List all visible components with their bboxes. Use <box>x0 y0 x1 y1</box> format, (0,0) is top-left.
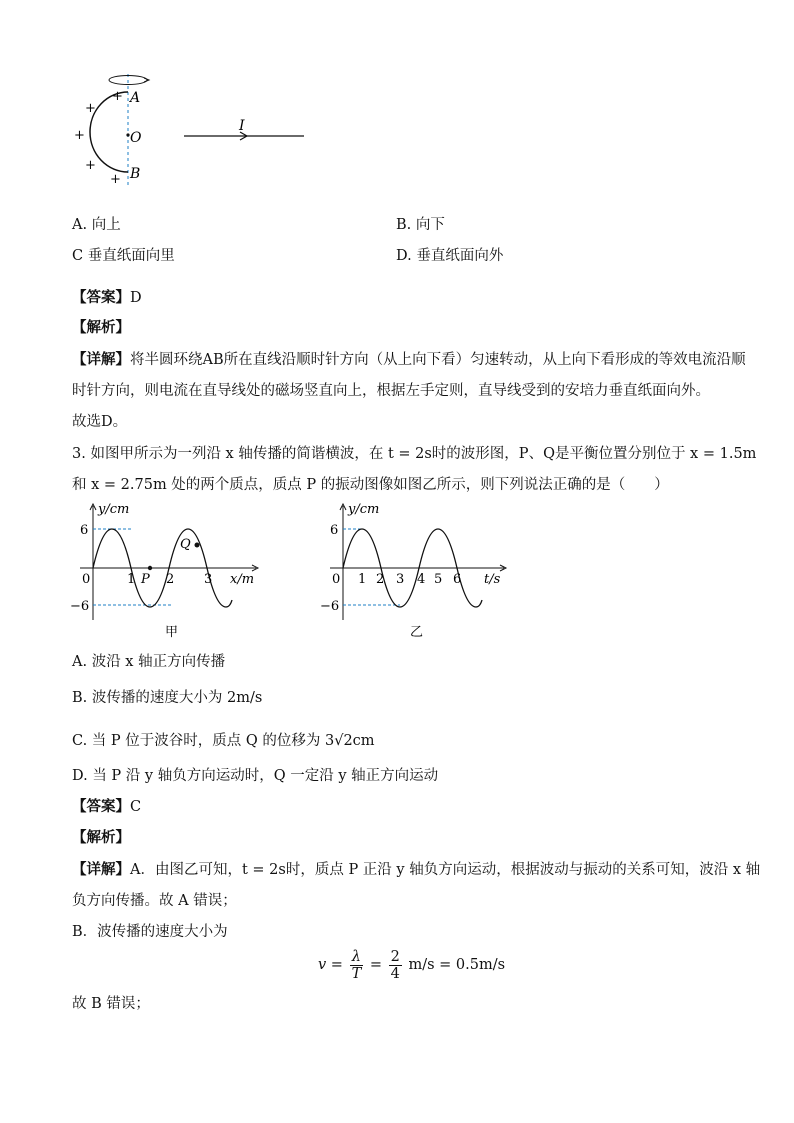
jia-tick-y-6: 6 <box>80 523 89 538</box>
semicircle-figure <box>60 70 320 190</box>
plus-sign: + <box>74 128 85 143</box>
label-O: O <box>130 130 142 146</box>
option-c: C 垂直纸面向里 <box>72 248 175 264</box>
jia-tick-x-3: 3 <box>204 572 213 587</box>
q3-detail-b-line-1: B．波传播的速度大小为 <box>72 924 228 940</box>
q3-detail-a-line-2: 负方向传播。故 A 错误； <box>72 893 237 909</box>
q3-option-b: B. 波传播的速度大小为 2m/s <box>72 690 263 706</box>
yi-tick-x-6: 6 <box>453 572 462 587</box>
label-A: A <box>130 90 141 106</box>
graph-yi <box>310 500 520 640</box>
yi-tick-y-neg6: −6 <box>320 599 340 614</box>
q3-detail-label: 【详解】 <box>72 861 130 878</box>
jia-tick-y-neg6: −6 <box>70 599 90 614</box>
yi-tick-x-4: 4 <box>417 572 426 587</box>
q3-option-a: A. 波沿 x 轴正方向传播 <box>72 654 226 670</box>
plus-sign: + <box>85 101 96 116</box>
plus-sign: + <box>85 158 96 173</box>
formula-eq: = <box>369 957 382 973</box>
yi-tick-x-5: 5 <box>434 572 443 587</box>
analysis-label: 【解析】 <box>72 319 130 336</box>
answer-value: D <box>130 290 142 306</box>
option-b: B. 向下 <box>396 217 445 233</box>
q3-stem-line-2: 和 x = 2.75m 处的两个质点，质点 P 的振动图像如图乙所示，则下列说法正确的是（ ） <box>72 477 669 493</box>
jia-tick-x-1: 1 <box>127 572 136 587</box>
q3-detail-a-line-1 <box>72 858 760 879</box>
yi-tick-x-3: 3 <box>396 572 405 587</box>
option-d: D. 垂直纸面向外 <box>396 248 504 264</box>
detail-line-2: 时针方向，则电流在直导线处的磁场竖直向上，根据左手定则，直导线受到的安培力垂直纸面向外。 <box>72 383 710 399</box>
q3-stem-line-1: 3. 如图甲所示为一列沿 x 轴传播的简谐横波，在 t = 2s时的波形图，P、Q是平衡位置分别位于 x = 1.5m <box>72 446 757 462</box>
q3-answer-line <box>72 795 141 816</box>
yi-tick-x-0: 0 <box>332 572 341 587</box>
q3-answer-label: 【答案】 <box>72 798 130 815</box>
q3-option-d: D. 当 P 沿 y 轴负方向运动时，Q 一定沿 y 轴正方向运动 <box>72 768 439 784</box>
yi-tick-x-1: 1 <box>358 572 367 587</box>
frac-num-2: 2 <box>390 948 400 965</box>
conclusion: 故选D。 <box>72 414 128 430</box>
frac-den-4: 4 <box>390 965 400 982</box>
q3-option-c: C. 当 P 位于波谷时，质点 Q 的位移为 3√2cm <box>72 733 375 749</box>
option-a: A. 向上 <box>72 217 121 233</box>
jia-caption: 甲 <box>165 625 179 640</box>
formula-rhs: m/s = 0.5m/s <box>408 957 506 973</box>
jia-ylabel: y/cm <box>98 502 130 517</box>
velocity-formula <box>318 944 505 986</box>
q3-detail-b-line-2: 故 B 错误； <box>72 996 150 1012</box>
jia-tick-x-0: 0 <box>82 572 91 587</box>
detail-text: 将半圆环绕AB所在直线沿顺时针方向（从上向下看）匀速转动，从上向下看形成的等效电流沿顺 <box>130 352 746 368</box>
q3-answer-value: C <box>130 799 142 815</box>
fraction-lambda-T <box>350 949 364 982</box>
formula-lhs: v = <box>318 957 343 973</box>
answer-label: 【答案】 <box>72 289 130 306</box>
label-B: B <box>130 166 141 182</box>
jia-point-Q: Q <box>180 537 191 552</box>
yi-tick-y-6: 6 <box>330 523 339 538</box>
yi-xlabel: t/s <box>484 572 501 587</box>
yi-ylabel: y/cm <box>348 502 380 517</box>
answer-line <box>72 286 142 307</box>
graph-jia <box>60 500 290 640</box>
jia-xlabel: x/m <box>230 572 255 587</box>
frac-den-T: T <box>351 965 362 982</box>
jia-tick-x-P: P <box>141 572 150 587</box>
fraction-2-4 <box>389 949 402 982</box>
yi-caption: 乙 <box>410 625 424 640</box>
frac-num-lambda: λ <box>350 949 364 966</box>
plus-sign: + <box>112 89 123 104</box>
yi-tick-x-2: 2 <box>376 572 385 587</box>
plus-sign: + <box>110 172 121 187</box>
detail-line-1 <box>72 348 746 369</box>
q3-analysis-label: 【解析】 <box>72 829 130 846</box>
detail-label: 【详解】 <box>72 351 130 368</box>
q3-detail-a-text: A．由图乙可知，t = 2s时，质点 P 正沿 y 轴负方向运动，根据波动与振动的关系可知，波沿 x 轴 <box>130 862 761 878</box>
jia-tick-x-2: 2 <box>166 572 175 587</box>
label-I: I <box>239 118 245 134</box>
